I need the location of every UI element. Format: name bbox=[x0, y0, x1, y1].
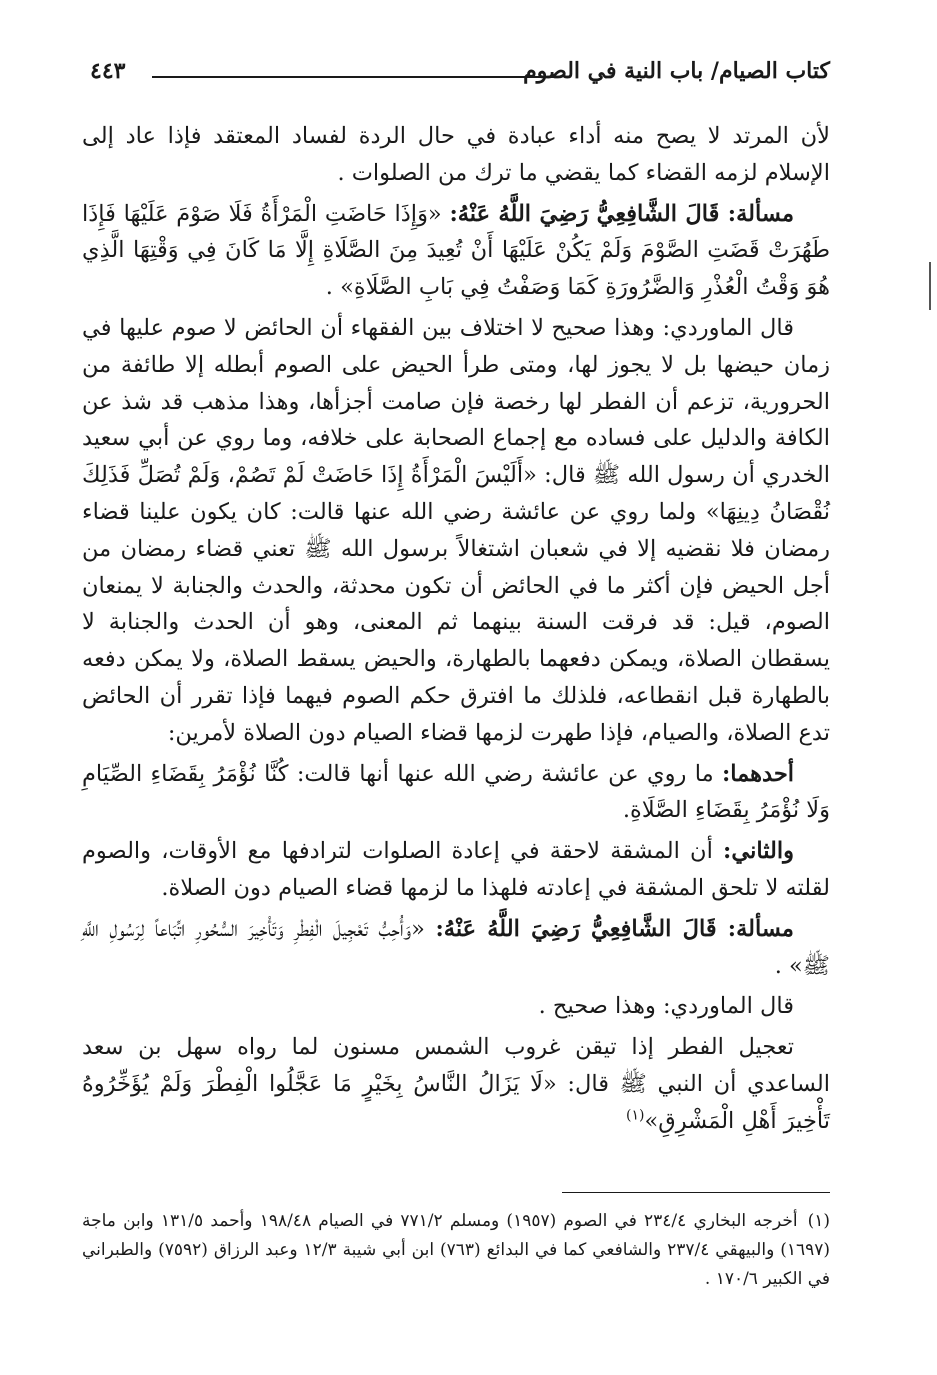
second-reason-text: أن المشقة لاحقة في إعادة الصلوات لترادفها مع الأوقات، والصوم لقلته لا تلحق المشقة في إعادته فلهذا ما لزمها قضاء الصيام دون الصلاة. bbox=[82, 838, 830, 901]
paragraph-5 bbox=[82, 833, 830, 907]
masala-label-2: مسألة: قَالَ الشَّافِعِيُّ رَضِيَ اللَّهُ عَنْهُ: bbox=[435, 915, 794, 942]
footnote bbox=[82, 1207, 830, 1294]
paragraph-6 bbox=[82, 911, 830, 985]
first-reason-text: ما روي عن عائشة رضي الله عنها أنها قالت: كُنَّا نُؤْمَرُ بِقَضَاءِ الصِّيَامِ وَلَا نُؤْمَرُ بِقَضَاءِ الصَّلَاةِ. bbox=[82, 760, 830, 824]
paragraph-3-part-b: ولما روي عن عائشة رضي الله عنها قالت: كان يكون علينا قضاء رمضان فلا نقضيه إلا في شعبان اشتغالاً برسول الله ﷺ تعني قضاء رمضان من أجل الحيض فإن أكثر ما في الحائض أن تكون محدثة، والحدث والجنابة لا يمنعان الصوم، قيل: قد فرقت السنة بينهما ثم المعنى، وهو أن الحدث والجنابة لا يسقطان الصلاة، ويمكن دفعهما بالطهارة، والحيض يسقط الصلاة، ولا يمكن دفعه بالطهارة قبل انقطاعه، فلذلك ما افترق حكم الصوم فيهما فإذا تقرر أن الحائض تدع الصلاة، والصيام، فإذا طهرت لزمها قضاء الصيام دون الصلاة لأمرين: bbox=[82, 498, 830, 746]
shafii-quote-1: «وَإِذَا حَاضَتِ الْمَرْأَةُ فَلَا صَوْمَ عَلَيْهَا فَإِذَا طَهُرَتْ قَضَتِ الصَّوْمَ وَلَمْ يَكُنْ عَلَيْهَا أَنْ تُعِيدَ مِنَ الصَّلَاةِ إِلَّا مَا كَانَ فِي وَقْتِهَا الَّذِي هُوَ وَقْتُ الْعُذْرِ وَالضَّرُورَةِ كَمَا وَصَفْتُ فِي بَابِ الصَّلَاةِ» . bbox=[82, 200, 830, 301]
paragraph-4 bbox=[82, 756, 830, 830]
paragraph-3-part-a: قال الماوردي: وهذا صحيح لا اختلاف بين الفقهاء أن الحائض لا صوم عليها في زمان حيضها بل لا يجوز لها، ومتى طرأ الحيض على الصوم أبطله إلا طائفة من الحرورية، تزعم أن الفطر لها رخصة فإن صامت أجزأها، وهذا مذهب قد شذ عن الكافة والدليل على فساده مع إجماع الصحابة على خلافه، وما روي عن أبي سعيد الخدري أن رسول الله ﷺ قال: bbox=[82, 314, 831, 489]
hadith-quote-2: «لَا يَزَالُ النَّاسُ بِخَيْرٍ مَا عَجَّلُوا الْفِطْرَ وَلَمْ يُؤَخِّرُوهُ تَأْخِيرَ أَهْلِ الْمَشْرِقِ» bbox=[82, 1070, 830, 1134]
footnote-reference[interactable]: (١) bbox=[626, 1107, 645, 1124]
shafii-quote-2: «وَأُحِبُّ تَعْجِيلَ الْفِطْرِ وَتَأْخِيرَ السُّحُورِ اتِّبَاعاً لِرَسُولِ اللَّهِ ﷺ» . bbox=[82, 915, 830, 979]
main-text bbox=[82, 118, 830, 1140]
masala-label-1: مسألة: قَالَ الشَّافِعِيُّ رَضِيَ اللَّهُ عَنْهُ: bbox=[449, 200, 794, 227]
running-header bbox=[90, 58, 830, 92]
paragraph-3 bbox=[82, 310, 830, 752]
paragraph-8-text: تعجيل الفطر إذا تيقن غروب الشمس مسنون لما رواه سهل بن سعد الساعدي أن النبي ﷺ قال: bbox=[82, 1034, 830, 1097]
second-reason-label: والثاني: bbox=[723, 838, 794, 865]
first-reason-label: أحدهما: bbox=[722, 760, 795, 787]
header-rule bbox=[152, 76, 560, 78]
paragraph-8 bbox=[82, 1029, 830, 1139]
paragraph-2 bbox=[82, 196, 830, 306]
footnote-number: (١) bbox=[807, 1211, 830, 1231]
header-title: كتاب الصيام/ باب النية في الصوم bbox=[523, 58, 830, 84]
paragraph-7: قال الماوردي: وهذا صحيح . bbox=[538, 993, 794, 1020]
margin-mark bbox=[929, 262, 931, 310]
paragraph-1: لأن المرتد لا يصح منه أداء عبادة في حال الردة لفساد المعتقد فإذا عاد إلى الإسلام لزمه القضاء كما يقضي ما ترك من الصلوات . bbox=[82, 123, 830, 186]
footnote-text: أخرجه البخاري ٢٣٤/٤ في الصوم (١٩٥٧) ومسلم ٧٧١/٢ في الصيام ١٩٨/٤٨ وأحمد ١٣١/٥ وابن ماجة (١٦٩٧) والبيهقي ٢٣٧/٤ والشافعي كما في البدائع (٧٦٣) ابن أبي شيبة ١٢/٣ وعبد الرزاق (٧٥٩٢) والطبراني في الكبير ١٧٠/٦ . bbox=[82, 1211, 831, 1289]
footnote-separator bbox=[562, 1192, 830, 1193]
page-number: ٤٤٣ bbox=[90, 58, 126, 84]
hadith-quote-1: «أَلَيْسَ الْمَرْأَةُ إِذَا حَاضَتْ لَمْ تَصُمْ، وَلَمْ تُصَلِّ فَذَلِكَ نُقْصَانُ دِينِهَا» bbox=[82, 462, 830, 525]
